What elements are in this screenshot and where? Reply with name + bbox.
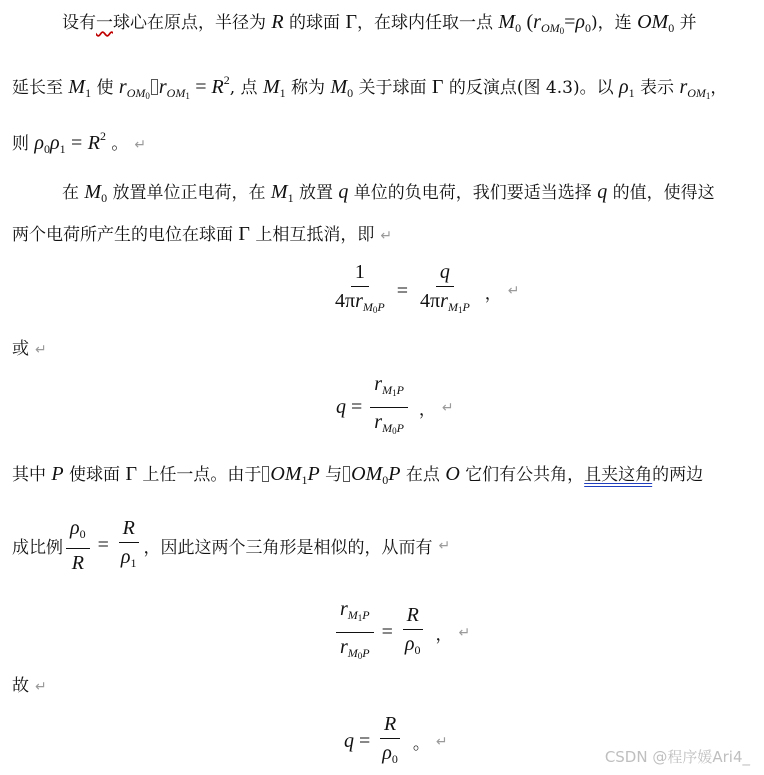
text: 设有 — [62, 13, 96, 33]
fraction-right — [401, 603, 425, 662]
paragraph-mark-icon: ↵ — [380, 228, 393, 244]
math-rho: ρ — [120, 546, 131, 568]
text: 在点 — [405, 465, 440, 485]
text: 使 — [96, 78, 114, 98]
subscript-M: M — [347, 608, 358, 622]
denominator-4pi: 4π — [335, 290, 356, 312]
subscript: 0 — [101, 191, 108, 205]
math-P: P — [51, 463, 64, 485]
subscript: 0 — [347, 86, 354, 100]
missing-glyph-box — [262, 466, 269, 482]
punctuation: ， — [484, 283, 502, 304]
text: 它们有公共角， — [465, 465, 585, 485]
missing-glyph-box — [343, 466, 350, 482]
subscript: 0 — [668, 21, 675, 35]
math-R: R — [119, 516, 139, 543]
subscript-M: M — [362, 300, 373, 314]
math-gamma: Γ — [238, 223, 250, 245]
subscript-OM: OM — [687, 86, 706, 100]
subscript: 1 — [705, 91, 711, 101]
subscript: 1 — [628, 86, 635, 100]
paragraph-mark-icon: ↵ — [35, 679, 47, 695]
math-M: M — [498, 11, 516, 33]
text: 使球面 — [69, 465, 121, 485]
text: 两个电荷所产生的电位在球面 — [12, 225, 233, 245]
math-gamma: Γ — [125, 463, 137, 485]
math-P: P — [307, 463, 320, 485]
subscript-P: P — [396, 383, 404, 397]
text: 表示 — [640, 78, 675, 98]
subscript-M: M — [347, 646, 358, 660]
math-O: O — [270, 463, 285, 485]
text: 。 — [111, 134, 129, 154]
subscript: 0 — [392, 426, 397, 436]
math-gamma: Γ — [431, 76, 444, 98]
paragraph3-line2 — [12, 516, 450, 575]
subscript: 0 — [414, 643, 421, 657]
paragraph-mark-icon: ↵ — [435, 733, 448, 750]
text: 成比例 — [12, 538, 63, 558]
text: 其中 — [12, 465, 46, 485]
text: 的两边 — [652, 465, 704, 485]
math-paren: ( — [526, 11, 534, 33]
subscript: 0 — [585, 21, 592, 35]
paragraph1-line2 — [12, 68, 728, 101]
formula-q-ratio — [336, 372, 454, 443]
math-O: O — [445, 463, 460, 485]
text: 放置 — [298, 183, 333, 203]
subscript: 1 — [185, 91, 190, 101]
subscript-OM: OM — [540, 21, 560, 35]
subscript-P: P — [362, 608, 370, 622]
math-equals: = — [97, 534, 109, 556]
math-equals: = — [381, 621, 393, 643]
math-r: r — [158, 76, 167, 98]
fraction-right — [416, 260, 474, 322]
subscript: 1 — [85, 86, 92, 100]
math-r: r — [355, 290, 363, 312]
subscript: 0 — [372, 305, 378, 315]
math-r: r — [374, 373, 383, 395]
math-rho: ρ — [70, 517, 80, 539]
subscript-M: M — [382, 421, 393, 435]
csdn-watermark: CSDN @程序媛Ari4_ — [604, 748, 750, 766]
math-r: r — [679, 76, 688, 98]
grammar-underlined-text: 且夹这角 — [584, 465, 653, 485]
therefore-line — [12, 674, 47, 698]
math-equals: = — [195, 76, 212, 98]
math-q: q — [338, 181, 349, 203]
paragraph2-line2 — [12, 222, 392, 246]
or-line — [12, 337, 47, 361]
subscript: 1 — [279, 86, 286, 100]
math-R: R — [211, 76, 224, 98]
math-M: M — [270, 181, 288, 203]
subscript: 0 — [391, 752, 398, 766]
subscript: 1 — [301, 473, 308, 487]
paragraph2-line1 — [62, 180, 715, 204]
subscript: 0 — [382, 473, 389, 487]
math-rho: ρ — [382, 742, 392, 764]
formula-distance-ratio — [333, 597, 470, 668]
math-R: R — [87, 132, 100, 154]
subscript: 1 — [457, 305, 463, 315]
subscript: 1 — [357, 613, 363, 623]
math-r: r — [533, 11, 541, 33]
superscript: 2 — [223, 73, 230, 87]
subscript-P: P — [462, 300, 470, 314]
numerator: q — [436, 260, 454, 287]
subscript-P: P — [396, 421, 404, 435]
subscript-M: M — [382, 383, 393, 397]
math-equals: = — [396, 279, 409, 302]
missing-glyph-box — [151, 79, 158, 95]
formula-potential-balance — [328, 260, 520, 322]
math-gamma: Γ — [345, 11, 357, 33]
math-P: P — [388, 463, 401, 485]
subscript-OM: OM — [126, 86, 146, 100]
math-equals: = — [564, 11, 576, 33]
text: 放置单位正电荷，在 — [112, 183, 266, 203]
paragraph-mark-icon: ↵ — [507, 283, 520, 299]
text: 故 — [12, 676, 29, 696]
math-M: M — [651, 11, 669, 33]
math-rho: ρ — [50, 132, 60, 154]
text: 单位的负电荷，我们要适当选择 — [353, 183, 592, 203]
math-M: M — [365, 463, 383, 485]
formula-q-result — [344, 712, 448, 771]
paragraph-mark-icon: ↵ — [134, 137, 147, 153]
punctuation: ， — [418, 400, 436, 420]
paragraph1-line1 — [62, 10, 697, 34]
paragraph-mark-icon: ↵ — [35, 342, 47, 358]
math-rho: ρ — [34, 132, 45, 154]
fraction-left — [331, 260, 389, 322]
math-equals: = — [71, 132, 83, 154]
text: 的值，使得这 — [612, 183, 715, 203]
subscript: 1 — [59, 142, 66, 156]
subscript-P: P — [377, 300, 385, 314]
punctuation: 。 — [412, 734, 430, 754]
subscript-P: P — [362, 646, 370, 660]
math-r: r — [440, 290, 448, 312]
fraction-R-over-rho1 — [117, 516, 141, 575]
paragraph-mark-icon: ↵ — [438, 537, 451, 554]
text: 延长至 — [12, 78, 63, 98]
text: 球心在原点，半径为 — [113, 13, 266, 33]
math-rho: ρ — [575, 11, 586, 33]
text: 在 — [62, 183, 79, 203]
subscript: 0 — [145, 91, 150, 101]
math-M: M — [284, 463, 302, 485]
subscript: 0 — [515, 21, 522, 35]
text: ，因此这两个三角形是相似的，从而有 — [143, 538, 433, 558]
math-q: q — [597, 181, 608, 203]
math-q: q — [336, 396, 346, 418]
superscript: 2 — [99, 129, 106, 143]
text: , 点 — [229, 78, 258, 98]
math-equals: = — [359, 730, 371, 752]
subscript: 1 — [287, 191, 294, 205]
fraction — [370, 372, 408, 443]
math-q: q — [344, 730, 354, 752]
text: 的球面 — [289, 13, 341, 33]
text: 关于球面 — [358, 78, 427, 98]
subscript: 0 — [79, 527, 86, 541]
text: 上任一点。由于 — [142, 465, 262, 485]
subscript-M: M — [447, 300, 458, 314]
text: 上相互抵消，即 — [255, 225, 375, 245]
spell-check-underlined-text: 一 — [96, 13, 113, 33]
text: ，在球内任取一点 — [357, 13, 493, 33]
paragraph-mark-icon: ↵ — [458, 624, 471, 641]
math-O: O — [637, 11, 652, 33]
text: 则 — [12, 134, 29, 154]
math-O: O — [351, 463, 366, 485]
math-R: R — [403, 603, 423, 630]
text: 或 — [12, 339, 29, 359]
math-r: r — [374, 411, 383, 433]
subscript-OM: OM — [166, 86, 186, 100]
fraction-left — [336, 597, 374, 668]
math-M: M — [84, 181, 102, 203]
text: 与 — [325, 465, 343, 485]
subscript: 1 — [392, 388, 397, 398]
math-r: r — [340, 636, 348, 658]
fraction-rho0-over-R — [66, 516, 90, 575]
paragraph-mark-icon: ↵ — [441, 399, 454, 416]
subscript: 0 — [44, 142, 51, 156]
text: ， — [710, 78, 728, 98]
text: 并 — [679, 13, 697, 33]
math-R: R — [380, 712, 400, 739]
math-M: M — [330, 76, 348, 98]
text: 称为 — [291, 78, 326, 98]
text: 的反演点(图 4.3)。以 — [448, 78, 614, 98]
math-rho: ρ — [404, 633, 415, 655]
math-M: M — [262, 76, 280, 98]
denominator-4pi: 4π — [420, 290, 441, 312]
text: )，连 — [591, 13, 632, 33]
subscript: 0 — [357, 651, 363, 661]
punctuation: ， — [435, 625, 453, 645]
math-R: R — [271, 11, 284, 33]
math-rho: ρ — [619, 76, 629, 98]
subscript: 0 — [559, 26, 565, 36]
math-r: r — [118, 76, 127, 98]
math-M: M — [68, 76, 86, 98]
paragraph1-line3 — [12, 124, 147, 156]
numerator: 1 — [351, 260, 369, 287]
math-r: r — [340, 598, 348, 620]
math-R: R — [71, 552, 84, 574]
paragraph3-line1 — [12, 462, 703, 486]
fraction-R-over-rho0 — [378, 712, 402, 771]
subscript: 1 — [130, 556, 137, 570]
math-equals: = — [351, 396, 363, 418]
